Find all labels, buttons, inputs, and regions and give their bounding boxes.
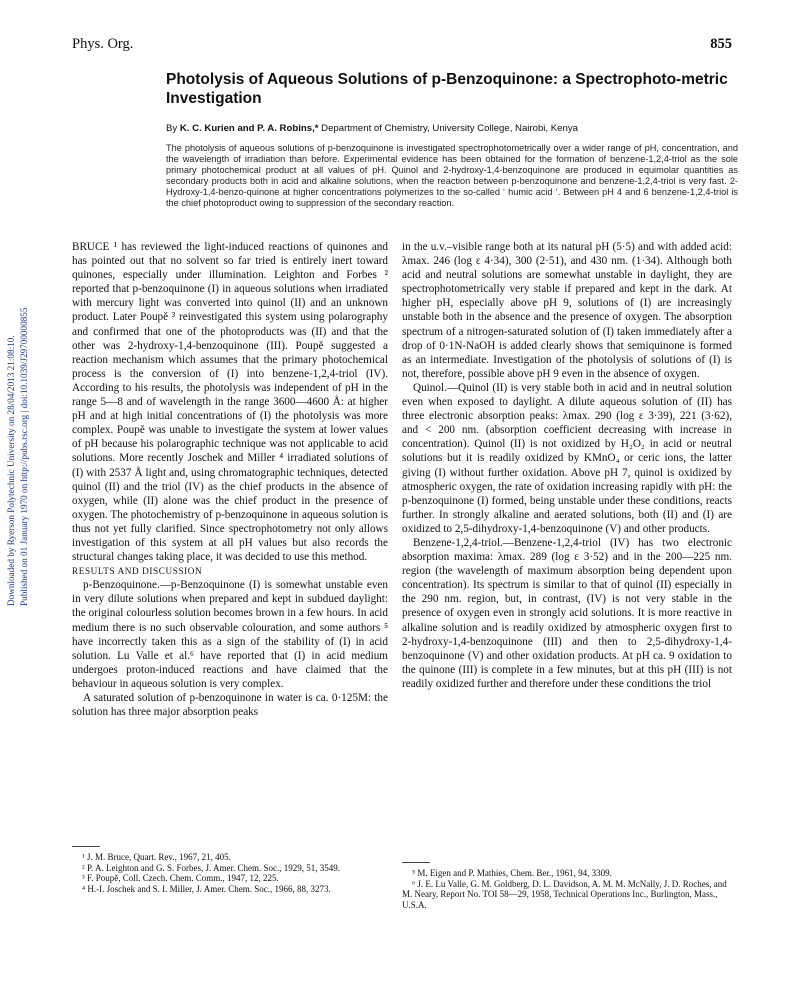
authors: K. C. Kurien and P. A. Robins,*: [179, 123, 319, 134]
benzoquinone-paragraph: p-Benzoquinone.—p-Benzoquinone (I) is somewhat unstable even in very dilute solutions when prepared and kept in subdued daylight: the original colourless solution becomes brown in a few hours. In acid medium there is no such observable colouration, and some authors ⁵ have incorrectly taken this as a sign of the stability of (I) in acid solution. Lu Valle et al.⁶ have reported that (I) in acid medium undergoes proton-induced reactions and have claimed that the behaviour in aqueous solution is very complex.: [72, 579, 388, 690]
footnote: ¹ J. M. Bruce, Quart. Rev., 1967, 21, 405.: [82, 852, 231, 862]
footnotes-right: [402, 868, 732, 910]
left-column: [72, 240, 388, 719]
footnote-rule-left: [72, 846, 100, 847]
footnote: ² P. A. Leighton and G. S. Forbes, J. Amer. Chem. Soc., 1929, 51, 3549.: [82, 862, 340, 873]
triol-paragraph: Benzene-1,2,4-triol.—Benzene-1,2,4-triol (IV) has two electronic absorption maxima: λmax. 289 (log ε 3·52) and in the 200—225 nm. region (the wavelength of maximum absorption being dependent upon concentration). Its spectrum is similar to that of quinol (II) especially in the 290 nm. region, but, in contrast, (IV) is not very stable in the presence of oxygen even in strongly acid solutions. It is more reactive in alkaline solution and is readily oxidized by atmospheric oxygen first to 2-hydroxy-1,4-benzoquinone (III) and then to 2,5-dihydroxy-1,4-benzoquinone (V) and other oxidation products. At pH ca. 9 oxidation to the quinone (III) is complete in a few minutes, but at this pH (III) is not readily oxidized further and therefore under these conditions the triol: [402, 536, 732, 690]
author-line: [166, 123, 746, 135]
quinol-paragraph: Quinol.—Quinol (II) is very stable both in acid and in neutral solution even when exposed to daylight. A dilute aqueous solution of (II) has three electronic absorption peaks: λmax. 290 (log ε 3·39), 221 (3·62), and < 200 nm. (absorption coefficient decreasing with increase in concentration). Quinol (II) is not oxidized by H₂O₂ in acid or neutral solutions but it is readily oxidized by KMnO₄ or ceric ions, the latter giving (I) without further oxidation. Above pH 7, quinol is oxidized by atmospheric oxygen, the rate of oxidation increasing rapidly with pH: the p-benzoquinone (I) formed, being unstable under these conditions, reacts further. In strongly alkaline and aerated solutions, both (II) and (I) are oxidized to 2,5-dihydroxy-1,4-benzoquinone (V) and other products.: [402, 381, 732, 535]
article-title: Photolysis of Aqueous Solutions of p-Benzoquinone: a Spectrophoto-metric Investigation: [166, 71, 728, 107]
footnote: ⁶ J. E. Lu Valle, G. M. Goldberg, D. L. Davidson, A. M. M. McNally, J. D. Roches, and M. Neary, Report No. TOI 58—29, 1958, Technical Operations Inc., Burlington, Mass., U.S.A.: [402, 878, 727, 910]
section-heading: RESULTS AND DISCUSSION: [72, 566, 203, 577]
abstract: The photolysis of aqueous solutions of p-benzoquinone is investigated spectrophotometrically over a wider range of pH, concentration, and the wavelength of irradiation than before. Experimental evidence has been obtained for the formation of benzene-1,2,4-triol as the sole primary photochemical product at all values of pH. Quinol and 2-hydroxy-1,4-benzoquinone are produced in equimolar quantities as secondary products both in acid and alkaline solutions, when the reaction between p-benzoquinone and benzene-1,2,4-triol is very fast. 2-Hydroxy-1,4-benzo-quinone at higher concentrations polymerizes to the so-called ‘ humic acid ’. Between pH 4 and 6 benzene-1,2,4-triol is the chief photoproduct owing to suppression of the secondary reaction.: [166, 143, 738, 208]
intro-paragraph: BRUCE ¹ has reviewed the light-induced reactions of quinones and has pointed out that no solvent so far tried is entirely inert toward quinones, especially under illumination. Leighton and Forbes ² reported that p-benzoquinone (I) in aqueous solutions when irradiated with mercury light was converted into quinol (II) and an unknown product. Later Poupě ³ reinvestigated this system using polarography and confirmed that one of the photoproducts was (II) and that the other was 2-hydroxy-1,4-benzoquinone (III). Poupě suggested a reaction mechanism which assumes that the primary photochemical process is the conversion of (I) into benzene-1,2,4-triol (IV). According to his results, the photolysis was independent of pH in the range 5—8 and of wavelength in the range 3600—4600 Å: at higher pH and at high initial concentrations of (I) the photolysis was more complex. Poupě was unable to investigate the system at lower values of pH because his polarographic technique was not applicable to acid solutions. More recently Joschek and Miller ⁴ irradiated solutions of (I) with 2537 Å light and, using chromatographic techniques, detected quinol (II) and the triol (IV) as the chief products in the absence of oxygen, while (II) alone was the chief product in the presence of oxygen. The photochemistry of p-benzoquinone in aqueous solution is thus not yet fully clarified. Since spectrophotometry not only allows investigation of this system at all pH values but also records the structural changes taking place, it was decided to use this method.: [72, 241, 388, 564]
saturated-solution-paragraph: A saturated solution of p-benzoquinone in water is ca. 0·125M: the solution has three major absorption peaks: [72, 692, 388, 719]
footnote: ⁴ H.-I. Joschek and S. I. Miller, J. Amer. Chem. Soc., 1966, 88, 3273.: [82, 883, 331, 894]
footnote-rule-right: [402, 862, 430, 863]
footnotes-left: [72, 852, 388, 894]
affiliation: Department of Chemistry, University College, Nairobi, Kenya: [321, 123, 578, 134]
sidebar-download-line[interactable]: Downloaded by Ryerson Polytechnic University on 28/04/2013 21:08:10.: [6, 335, 16, 606]
page-number: 855: [710, 36, 732, 52]
download-sidebar[interactable]: [4, 270, 34, 610]
journal-header: Phys. Org.: [72, 36, 134, 52]
sidebar-doi-line[interactable]: Published on 01 January 1970 on http://pubs.rsc.org | doi:10.1039/J29700000855: [19, 307, 29, 606]
footnote: ⁵ M. Eigen and P. Mathies, Chem. Ber., 1961, 94, 3309.: [412, 868, 612, 878]
right-column: [402, 240, 732, 691]
absorption-paragraph: in the u.v.–visible range both at its natural pH (5·5) and with added acid: λmax. 246 (log ε 4·34), 300 (2·51), and 430 nm. (1·34). Although both acid and neutral solutions are somewhat unstable in daylight, they are spectrophotometrically very stable if prepared and kept in the dark. At higher pH, especially above pH 9, solutions of (I) are increasingly unstable both in the absence and the presence of oxygen. The absorption spectrum of a nitrogen-saturated solution of (I) taken immediately after a drop of 0·1N-NaOH is added clearly shows that semiquinone is formed as an intermediate. Investigation of the photolysis of solutions of (I) is not, therefore, possible above pH 9 even in the absence of oxygen.: [402, 241, 732, 380]
authors-prefix: By: [166, 123, 178, 134]
footnote: ³ F. Poupě, Coll. Czech. Chem. Comm., 1947, 12, 225.: [82, 873, 279, 884]
